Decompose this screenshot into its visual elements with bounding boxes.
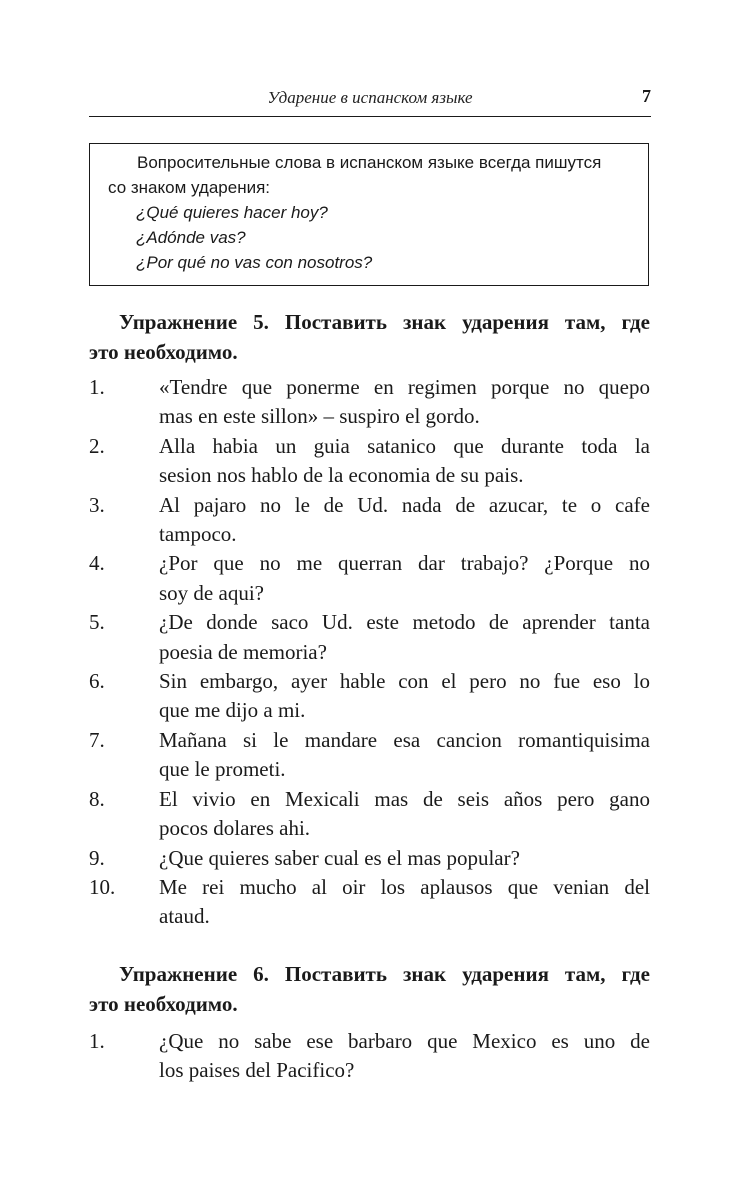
- item-number: 4.: [89, 551, 105, 576]
- list-item: [89, 491, 650, 550]
- rule-text-line2: со знаком ударения:: [108, 178, 271, 197]
- running-title: Ударение в испанском языке: [267, 88, 473, 107]
- item-line: ¿Que no sabe ese barbaro que Mexico es uno de: [159, 1029, 650, 1053]
- item-line: tampoco.: [159, 522, 237, 547]
- rule-example: ¿Adónde vas?: [136, 228, 246, 247]
- item-line: que le prometi.: [159, 757, 286, 782]
- exercise-5-heading-line1: Упражнение 5. Поставить знак ударения там, где: [119, 310, 650, 334]
- item-number: 6.: [89, 669, 105, 694]
- exercise-6-heading-line2: это необходимо.: [89, 992, 238, 1016]
- item-line: pocos dolares ahi.: [159, 816, 311, 841]
- list-item: [89, 549, 650, 608]
- list-item: [89, 726, 650, 785]
- item-line: Al pajaro no le de Ud. nada de azucar, te o cafe: [159, 492, 650, 517]
- item-line: soy de aqui?: [159, 580, 264, 605]
- item-line: ¿Por que no me querran dar trabajo? ¿Porque no: [159, 551, 650, 576]
- item-number: 3.: [89, 492, 105, 517]
- rule-box: [89, 143, 649, 286]
- item-line: ¿Que quieres saber cual es el mas popular?: [159, 845, 520, 870]
- list-item: [89, 608, 650, 667]
- rule-example: ¿Qué quieres hacer hoy?: [136, 203, 328, 222]
- item-line: mas en este sillon» – suspiro el gordo.: [159, 404, 480, 429]
- item-number: 5.: [89, 610, 105, 635]
- exercise-5-heading-line2: это необходимо.: [89, 340, 238, 364]
- item-line: «Tendre que ponerme en regimen porque no quepo: [159, 375, 650, 399]
- item-line: Alla habia un guia satanico que durante toda la: [159, 433, 650, 458]
- rule-example: ¿Por qué no vas con nosotros?: [136, 253, 373, 272]
- item-number: 8.: [89, 786, 105, 811]
- item-line: los paises del Pacifico?: [159, 1058, 355, 1083]
- running-header: [89, 86, 651, 117]
- rule-text-line1: Вопросительные слова в испанском языке всегда пишутся: [137, 153, 602, 172]
- item-number: 2.: [89, 433, 105, 458]
- list-item: [89, 844, 650, 873]
- item-line: Me rei mucho al oir los aplausos que venian del: [159, 874, 650, 899]
- exercise-6-heading: [89, 959, 650, 1019]
- item-line: sesion nos hablo de la economia de su pais.: [159, 463, 524, 488]
- list-item: [89, 873, 650, 932]
- list-item: [89, 785, 650, 844]
- exercise-5-list: [89, 373, 650, 932]
- item-line: que me dijo a mi.: [159, 698, 306, 723]
- exercise-6-list: [89, 1027, 650, 1086]
- item-line: El vivio en Mexicali mas de seis años pero gano: [159, 786, 650, 811]
- list-item: [89, 432, 650, 491]
- item-number: 1.: [89, 375, 105, 399]
- list-item: [89, 373, 650, 432]
- item-number: 10.: [89, 874, 116, 899]
- item-line: Sin embargo, ayer hable con el pero no fue eso lo: [159, 669, 650, 694]
- exercise-5-heading: [89, 307, 650, 367]
- list-item: [89, 1027, 650, 1086]
- item-line: ¿De donde saco Ud. este metodo de aprender tanta: [159, 610, 650, 635]
- item-number: 1.: [89, 1029, 105, 1053]
- item-line: poesia de memoria?: [159, 639, 327, 664]
- list-item: [89, 667, 650, 726]
- exercise-6-heading-line1: Упражнение 6. Поставить знак ударения там, где: [119, 962, 650, 986]
- item-line: Mañana si le mandare esa cancion romantiquisima: [159, 727, 650, 752]
- item-line: ataud.: [159, 904, 210, 929]
- page-number: 7: [642, 86, 651, 106]
- item-number: 7.: [89, 727, 105, 752]
- item-number: 9.: [89, 845, 105, 870]
